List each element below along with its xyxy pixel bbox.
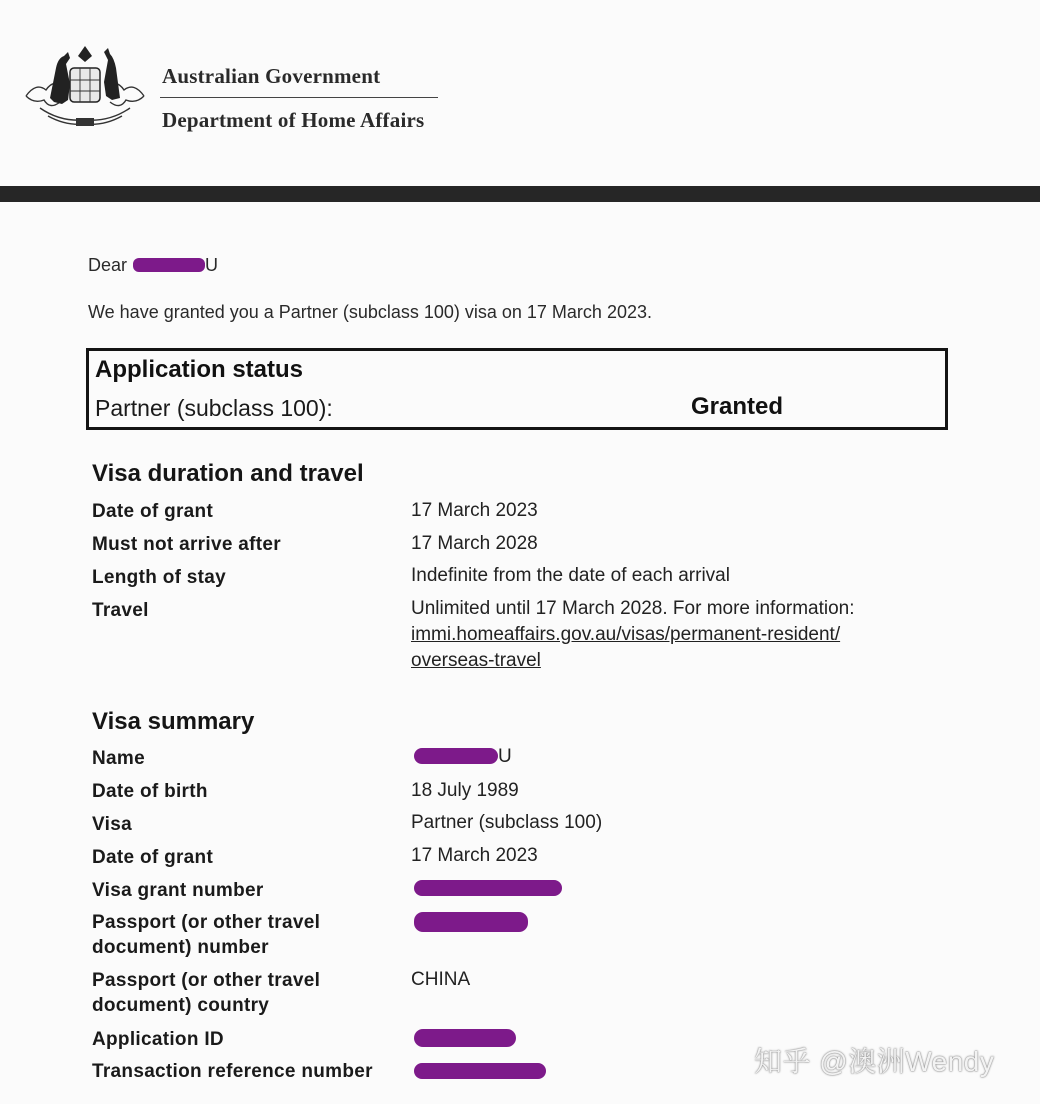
redacted-value: [414, 880, 562, 896]
coat-of-arms-icon: [20, 38, 150, 136]
redacted-name: [133, 258, 205, 272]
row-label: Passport (or other travel: [92, 970, 321, 991]
row-label: Application ID: [92, 1029, 224, 1050]
row-value: Unlimited until 17 March 2028. For more information:: [411, 598, 855, 619]
header-bar: [0, 186, 1040, 202]
travel-info-link[interactable]: immi.homeaffairs.gov.au/visas/permanent-resident/: [411, 624, 841, 645]
salutation: [88, 255, 218, 276]
row-label: Visa grant number: [92, 880, 264, 901]
status-value: Granted: [691, 393, 784, 420]
row-label: Length of stay: [92, 567, 227, 588]
redacted-value: [414, 1029, 516, 1047]
status-heading: Application status: [95, 356, 304, 383]
section-title-visa-summary: Visa summary: [92, 708, 255, 735]
row-label: Visa: [92, 814, 132, 835]
grant-message: We have granted you a Partner (subclass 100) visa on 17 March 2023.: [88, 302, 652, 322]
org-name-line1: Australian Government: [162, 64, 381, 88]
row-value: 17 March 2023: [411, 500, 538, 521]
row-value: 17 March 2028: [411, 533, 538, 554]
row-value: 18 July 1989: [411, 780, 519, 801]
row-label: Transaction reference number: [92, 1061, 373, 1082]
row-value: Partner (subclass 100): [411, 812, 603, 833]
travel-info-link-continued[interactable]: overseas-travel: [411, 650, 541, 671]
application-status-box: [86, 348, 948, 430]
section-title-visa-duration: Visa duration and travel: [92, 460, 364, 487]
header-divider: [160, 97, 438, 98]
watermark: 知乎 @澳洲Wendy: [754, 1046, 995, 1077]
row-value: CHINA: [411, 969, 471, 990]
row-value: 17 March 2023: [411, 845, 538, 866]
status-label: Partner (subclass 100):: [95, 395, 333, 421]
salutation-word: Dear: [88, 255, 128, 275]
salutation-name-tail: U: [205, 255, 219, 275]
row-label: Date of grant: [92, 847, 214, 868]
row-value: U: [498, 746, 512, 767]
org-name-line2: Department of Home Affairs: [162, 108, 425, 132]
row-label: Passport (or other travel: [92, 912, 321, 933]
row-label: Travel: [92, 600, 149, 621]
row-label-continued: document) country: [92, 995, 270, 1016]
row-label: Date of birth: [92, 781, 208, 802]
redacted-value: [414, 1063, 546, 1079]
redacted-name-value: [414, 748, 498, 764]
row-label-continued: document) number: [92, 937, 269, 958]
row-value: Indefinite from the date of each arrival: [411, 565, 730, 586]
row-label: Must not arrive after: [92, 534, 281, 555]
redacted-value: [414, 912, 528, 932]
row-label: Date of grant: [92, 501, 214, 522]
row-label: Name: [92, 748, 145, 769]
